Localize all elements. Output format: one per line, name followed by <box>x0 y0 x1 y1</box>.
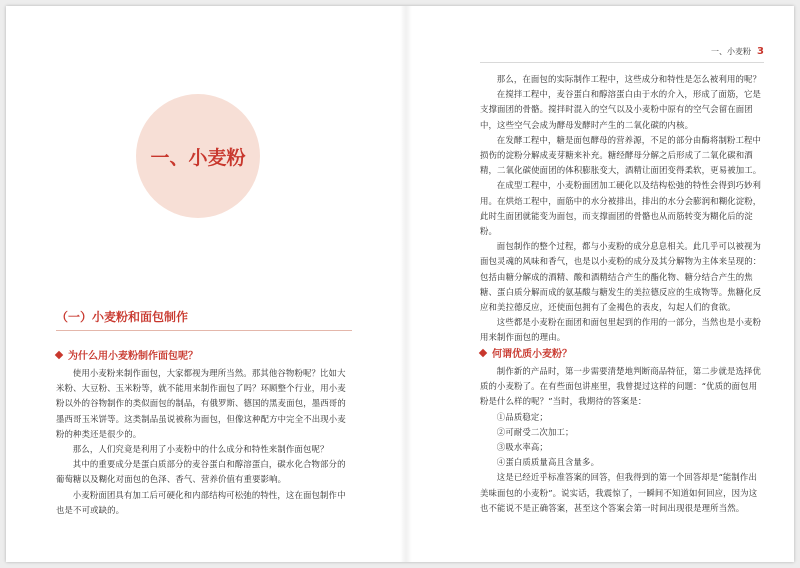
header-rule <box>480 62 764 63</box>
question-text: 为什么用小麦粉制作面包呢？ <box>68 351 198 362</box>
question-heading-left <box>56 347 198 362</box>
running-head-title: 一、小麦粉 <box>711 47 752 56</box>
list-item: ④蛋白质质量高且含量多。 <box>496 457 600 468</box>
diamond-bullet-icon <box>55 351 63 359</box>
right-page <box>400 6 794 562</box>
diamond-bullet-icon <box>479 349 487 357</box>
paragraph: 在成型工程中，小麦粉面团加工硬化以及结构松弛的特性会得到巧妙利用。在烘焙工程中，面筋中的水分被排出，排出的水分会膨润和糊化淀粉，此时生面团就能变为面包，而支撑面团的骨骼也从而筋转变为糊化后的淀粉。 <box>480 180 762 237</box>
page-number: 3 <box>757 46 764 57</box>
paragraph: 面包制作的整个过程，都与小麦粉的成分息息相关。此几乎可以被视为面包灵魂的风味和香气，也是以小麦粉的成分及其分解物为主体来呈现的：包括由糖分解成的酒精、酸和酒精结合产生的酯化物、糖分结合产生的焦糖、蛋白质分解而成的氨基酸与糖发生的美拉德反应的生成物等。焦糖化反应和美拉德反应，还使面包拥有了金褐色的表皮，勾起人们的食欲。 <box>480 241 762 313</box>
paragraph: 在搅拌工程中，麦谷蛋白和醇溶蛋白由于水的介入，形成了面筋，它是支撑面团的骨骼。搅拌时混入的空气以及小麦粉中原有的空气会留在面团中，这些空气会成为酵母发酵时产生的二氧化碳的内核。 <box>480 89 762 130</box>
question-text: 何谓优质小麦粉？ <box>492 349 572 360</box>
paragraph: 使用小麦粉来制作面包，大家都视为理所当然。那其他谷物粉呢？比如大米粉、大豆粉、玉米粉等，就不能用来制作面包了吗？环顾整个行业，用小麦粉以外的谷物制作的类似面包的制品，有俄罗斯、德国的黑麦面包，墨西哥的墨西哥玉米饼等。这类制品虽说被称为面包，但像这种配方中完全不出现小麦粉的种类还是很少的。 <box>56 368 346 439</box>
list-item: ②可耐受二次加工； <box>496 426 574 437</box>
chapter-title: 一、小麦粉 <box>150 146 246 169</box>
paragraph: 在发酵工程中，糖是面包酵母的营养源，不足的部分由酶将制粉工程中损伤的淀粉分解成麦芽糖来补充。糖经酵母分解之后形成了二氧化碳和酒精，二氧化碳使面团的体积膨胀变大，酒精让面团变得柔软，更易被加工。 <box>480 134 762 176</box>
chapter-circle <box>136 94 260 218</box>
list-item: ③吸水率高； <box>496 442 548 453</box>
paragraph: 小麦粉面团具有加工后可硬化和内部结构可松弛的特性，这在面包制作中也是不可或缺的。 <box>56 489 346 515</box>
section-title: （一）小麦粉和面包制作 <box>56 310 189 324</box>
paragraph: 那么，在面包的实际制作工程中，这些成分和特性是怎么被利用的呢？ <box>496 74 762 84</box>
paragraph: 制作新的产品时，第一步需要清楚地判断商品特征，第二步就是选择优质的小麦粉了。在有些面包讲座里，我曾提过这样的问题：“优质的面包用粉是什么样的呢？”当时，我期待的答案是： <box>480 366 762 407</box>
section-divider <box>56 330 352 331</box>
right-body-text-top <box>480 72 763 346</box>
right-body-text-bottom <box>480 364 763 516</box>
paragraph: 那么，人们究竟是利用了小麦粉中的什么成分和特性来制作面包呢？ <box>72 444 329 455</box>
running-head <box>711 46 764 57</box>
book-spread <box>6 6 794 562</box>
paragraph: 这是已经近乎标准答案的回答，但我得到的第一个回答却是“能制作出美味面包的小麦粉”。说实话，我震惊了，一瞬间不知道如何回应，因为这也不能说不是正确答案，甚至这个答案会第一时间出现很是理所当然。 <box>480 472 758 513</box>
paragraph: 这些都是小麦粉在面团和面包里起到的作用的一部分，当然也是小麦粉用来制作面包的理由。 <box>480 317 762 343</box>
list-item: ①品质稳定； <box>496 411 548 422</box>
left-page <box>6 6 400 562</box>
paragraph: 其中的重要成分是蛋白质部分的麦谷蛋白和醇溶蛋白，碳水化合物部分的葡萄糖以及糊化对面包的色泽、香气、营养价值有重要影响。 <box>56 459 346 485</box>
left-body-text <box>56 366 350 518</box>
question-heading-right <box>480 345 572 360</box>
